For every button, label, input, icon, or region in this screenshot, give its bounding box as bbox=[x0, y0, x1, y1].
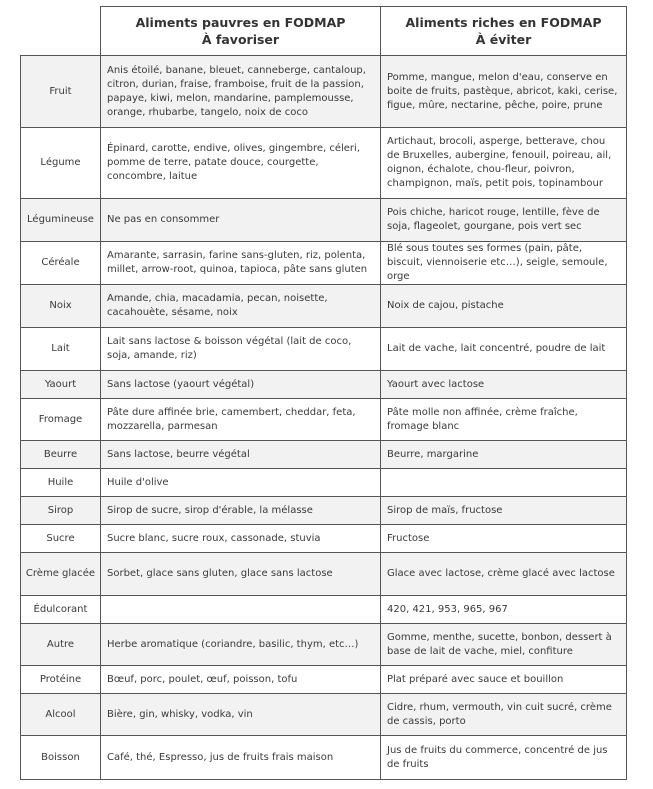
row-high-fodmap: Glace avec lactose, crème glacé avec lactose bbox=[381, 553, 627, 596]
row-high-fodmap: Gomme, menthe, sucette, bonbon, dessert à base de lait de vache, miel, confiture bbox=[381, 624, 627, 666]
row-low-fodmap: Épinard, carotte, endive, olives, gingembre, céleri, pomme de terre, patate douce, courgette, concombre, laitue bbox=[101, 128, 381, 199]
row-low-fodmap: Bière, gin, whisky, vodka, vin bbox=[101, 694, 381, 736]
row-category: Crème glacée bbox=[21, 553, 101, 596]
table-row-alcool bbox=[21, 694, 627, 736]
row-low-fodmap bbox=[101, 596, 381, 624]
row-low-fodmap: Sorbet, glace sans gluten, glace sans lactose bbox=[101, 553, 381, 596]
row-category: Céréale bbox=[21, 242, 101, 285]
row-low-fodmap: Sirop de sucre, sirop d'érable, la mélasse bbox=[101, 497, 381, 525]
row-low-fodmap: Anis étoilé, banane, bleuet, canneberge, cantaloup, citron, durian, fraise, framboise, fruit de la passion, papaye, kiwi, melon, mandarine, pamplemousse, orange, rhubarbe, tangelo, noix de coco bbox=[101, 56, 381, 128]
row-category: Boisson bbox=[21, 736, 101, 780]
row-category: Sirop bbox=[21, 497, 101, 525]
row-low-fodmap: Lait sans lactose & boisson végétal (lait de coco, soja, amande, riz) bbox=[101, 328, 381, 371]
table-row-sirop bbox=[21, 497, 627, 525]
row-low-fodmap: Amande, chia, macadamia, pecan, noisette, cacahouète, sésame, noix bbox=[101, 285, 381, 328]
row-category: Légumineuse bbox=[21, 199, 101, 242]
table-row-legume bbox=[21, 128, 627, 199]
header-corner-cell bbox=[21, 7, 101, 56]
table-row-sucre bbox=[21, 525, 627, 553]
fodmap-table bbox=[20, 6, 627, 780]
table-body bbox=[21, 56, 627, 780]
row-category: Beurre bbox=[21, 441, 101, 469]
header-high-title: Aliments riches en FODMAP bbox=[405, 15, 602, 30]
header-high-fodmap bbox=[381, 7, 627, 56]
row-category: Autre bbox=[21, 624, 101, 666]
row-high-fodmap bbox=[381, 469, 627, 497]
table-row-fruit bbox=[21, 56, 627, 128]
row-low-fodmap: Herbe aromatique (coriandre, basilic, thym, etc…) bbox=[101, 624, 381, 666]
table-row-legumineuse bbox=[21, 199, 627, 242]
header-high-subtitle: À éviter bbox=[475, 32, 532, 47]
header-low-subtitle: À favoriser bbox=[201, 32, 280, 47]
row-high-fodmap: Pomme, mangue, melon d'eau, conserve en boite de fruits, pastèque, abricot, kaki, cerise, figue, mûre, nectarine, pêche, poire, prune bbox=[381, 56, 627, 128]
table-row-beurre bbox=[21, 441, 627, 469]
row-category: Protéine bbox=[21, 666, 101, 694]
row-high-fodmap: Jus de fruits du commerce, concentré de jus de fruits bbox=[381, 736, 627, 780]
row-high-fodmap: Artichaut, brocoli, asperge, betterave, chou de Bruxelles, aubergine, fenouil, poireau, ail, oignon, échalote, chou-fleur, poivron, champignon, maïs, petit pois, topinambour bbox=[381, 128, 627, 199]
row-category: Édulcorant bbox=[21, 596, 101, 624]
row-high-fodmap: Plat préparé avec sauce et bouillon bbox=[381, 666, 627, 694]
row-high-fodmap: Fructose bbox=[381, 525, 627, 553]
row-low-fodmap: Pâte dure affinée brie, camembert, cheddar, feta, mozzarella, parmesan bbox=[101, 399, 381, 441]
row-high-fodmap: Sirop de maïs, fructose bbox=[381, 497, 627, 525]
row-category: Lait bbox=[21, 328, 101, 371]
table-row-autre bbox=[21, 624, 627, 666]
row-category: Légume bbox=[21, 128, 101, 199]
table-row-noix bbox=[21, 285, 627, 328]
row-low-fodmap: Café, thé, Espresso, jus de fruits frais maison bbox=[101, 736, 381, 780]
table-row-boisson bbox=[21, 736, 627, 780]
row-low-fodmap: Sans lactose, beurre végétal bbox=[101, 441, 381, 469]
row-category: Huile bbox=[21, 469, 101, 497]
row-high-fodmap: Pâte molle non affinée, crème fraîche, fromage blanc bbox=[381, 399, 627, 441]
table-row-yaourt bbox=[21, 371, 627, 399]
row-low-fodmap: Sans lactose (yaourt végétal) bbox=[101, 371, 381, 399]
table-header bbox=[21, 7, 627, 56]
row-high-fodmap: Yaourt avec lactose bbox=[381, 371, 627, 399]
row-category: Fruit bbox=[21, 56, 101, 128]
row-category: Fromage bbox=[21, 399, 101, 441]
row-high-fodmap: Cidre, rhum, vermouth, vin cuit sucré, crème de cassis, porto bbox=[381, 694, 627, 736]
table-row-edulcorant bbox=[21, 596, 627, 624]
table-row-creme-glacee bbox=[21, 553, 627, 596]
row-high-fodmap: 420, 421, 953, 965, 967 bbox=[381, 596, 627, 624]
row-high-fodmap: Noix de cajou, pistache bbox=[381, 285, 627, 328]
row-category: Yaourt bbox=[21, 371, 101, 399]
row-low-fodmap: Huile d'olive bbox=[101, 469, 381, 497]
row-category: Noix bbox=[21, 285, 101, 328]
row-low-fodmap: Bœuf, porc, poulet, œuf, poisson, tofu bbox=[101, 666, 381, 694]
table-row-lait bbox=[21, 328, 627, 371]
header-low-title: Aliments pauvres en FODMAP bbox=[135, 15, 346, 30]
row-low-fodmap: Ne pas en consommer bbox=[101, 199, 381, 242]
header-row bbox=[21, 7, 627, 56]
row-low-fodmap: Amarante, sarrasin, farine sans-gluten, riz, polenta, millet, arrow-root, quinoa, tapioca, pâte sans gluten bbox=[101, 242, 381, 285]
row-high-fodmap: Pois chiche, haricot rouge, lentille, fève de soja, flageolet, gourgane, pois vert sec bbox=[381, 199, 627, 242]
table-row-fromage bbox=[21, 399, 627, 441]
table-row-cereale bbox=[21, 242, 627, 285]
row-high-fodmap: Lait de vache, lait concentré, poudre de lait bbox=[381, 328, 627, 371]
row-category: Sucre bbox=[21, 525, 101, 553]
row-high-fodmap: Blé sous toutes ses formes (pain, pâte, biscuit, viennoiserie etc…), seigle, semoule, orge bbox=[381, 242, 627, 285]
row-category: Alcool bbox=[21, 694, 101, 736]
row-high-fodmap: Beurre, margarine bbox=[381, 441, 627, 469]
row-low-fodmap: Sucre blanc, sucre roux, cassonade, stuvia bbox=[101, 525, 381, 553]
table-row-proteine bbox=[21, 666, 627, 694]
table-row-huile bbox=[21, 469, 627, 497]
header-low-fodmap bbox=[101, 7, 381, 56]
